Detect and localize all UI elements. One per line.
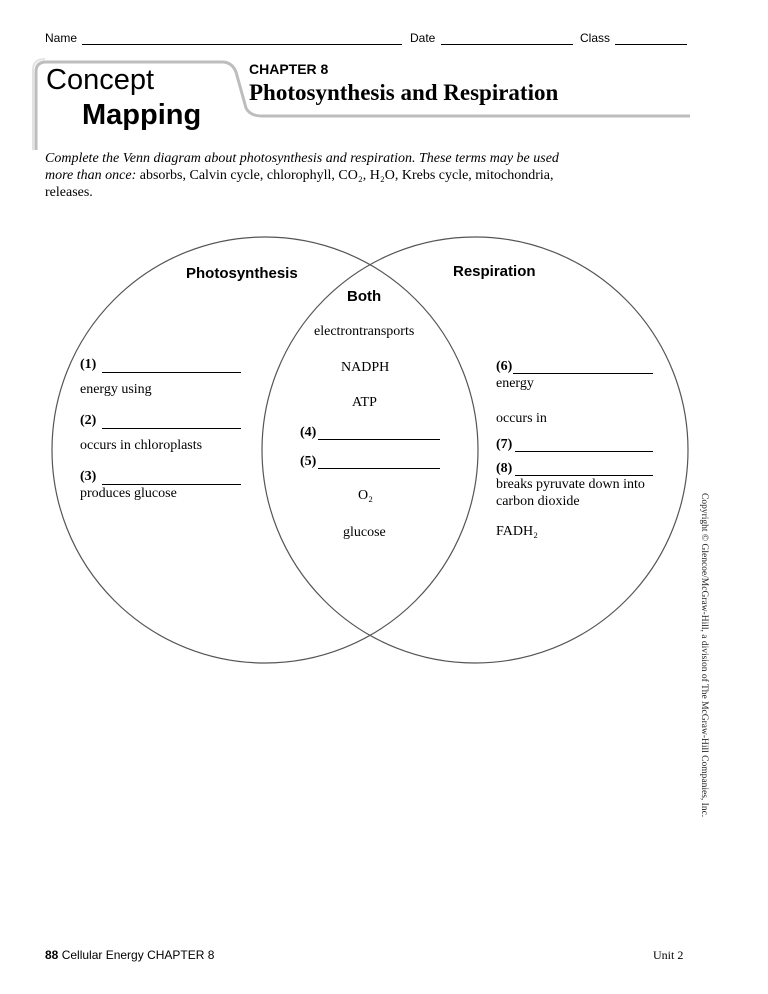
right-text-energy: energy bbox=[496, 376, 534, 391]
instructions-italic: Complete the Venn diagram about photosynthesis and respiration. These terms may be used more than once: bbox=[45, 151, 559, 183]
blank-4[interactable] bbox=[318, 439, 440, 440]
respiration-circle bbox=[262, 237, 688, 663]
right-text-occurs-in: occurs in bbox=[496, 411, 547, 426]
footer-section: Cellular Energy CHAPTER 8 bbox=[58, 948, 215, 962]
blank-4-number: (4) bbox=[300, 425, 317, 440]
chapter-label: CHAPTER 8 bbox=[249, 61, 329, 77]
right-text-breaks: breaks pyruvate down into bbox=[496, 477, 645, 492]
blank-3[interactable] bbox=[102, 484, 241, 485]
blank-2-number: (2) bbox=[80, 413, 97, 428]
page-title: Photosynthesis and Respiration bbox=[249, 80, 559, 105]
left-text-chloroplasts: occurs in chloroplasts bbox=[80, 438, 203, 453]
blank-1[interactable] bbox=[102, 372, 241, 373]
blank-5-number: (5) bbox=[300, 454, 317, 469]
page-number: 88 bbox=[45, 948, 59, 962]
concept-word: Concept bbox=[46, 64, 155, 96]
blank-8[interactable] bbox=[515, 475, 653, 476]
photosynthesis-heading: Photosynthesis bbox=[186, 265, 298, 282]
left-text-glucose: produces glucose bbox=[80, 486, 177, 501]
footer-left bbox=[45, 948, 214, 962]
center-nadph: NADPH bbox=[341, 360, 390, 375]
right-text-carbon: carbon dioxide bbox=[496, 494, 580, 509]
right-text-fadh2: FADH₂ bbox=[496, 524, 538, 539]
blank-2[interactable] bbox=[102, 428, 241, 429]
name-label: Name bbox=[45, 31, 78, 45]
instructions-terms: absorbs, Calvin cycle, chlorophyll, CO₂, H₂O, Krebs cycle, mitochondria, releases. bbox=[45, 168, 554, 200]
mapping-word: Mapping bbox=[82, 99, 202, 131]
blank-8-number: (8) bbox=[496, 461, 513, 476]
center-o2: O₂ bbox=[358, 488, 373, 503]
both-heading: Both bbox=[347, 288, 382, 305]
center-electron: electrontransports bbox=[314, 324, 415, 339]
center-glucose: glucose bbox=[343, 525, 386, 540]
center-atp: ATP bbox=[352, 395, 377, 410]
copyright-vertical: Copyright © Glencoe/McGraw-Hill, a division of The McGraw-Hill Companies, Inc. bbox=[699, 493, 709, 818]
date-label: Date bbox=[410, 31, 436, 45]
class-label: Class bbox=[580, 31, 611, 45]
blank-6-number: (6) bbox=[496, 359, 513, 374]
footer-unit: Unit 2 bbox=[653, 948, 684, 962]
blank-7-number: (7) bbox=[496, 437, 513, 452]
blank-3-number: (3) bbox=[80, 469, 97, 484]
blank-1-number: (1) bbox=[80, 357, 97, 372]
left-text-energy-using: energy using bbox=[80, 382, 152, 397]
blank-6[interactable] bbox=[513, 373, 653, 374]
respiration-heading: Respiration bbox=[453, 263, 536, 280]
blank-5[interactable] bbox=[318, 468, 440, 469]
blank-7[interactable] bbox=[515, 451, 653, 452]
